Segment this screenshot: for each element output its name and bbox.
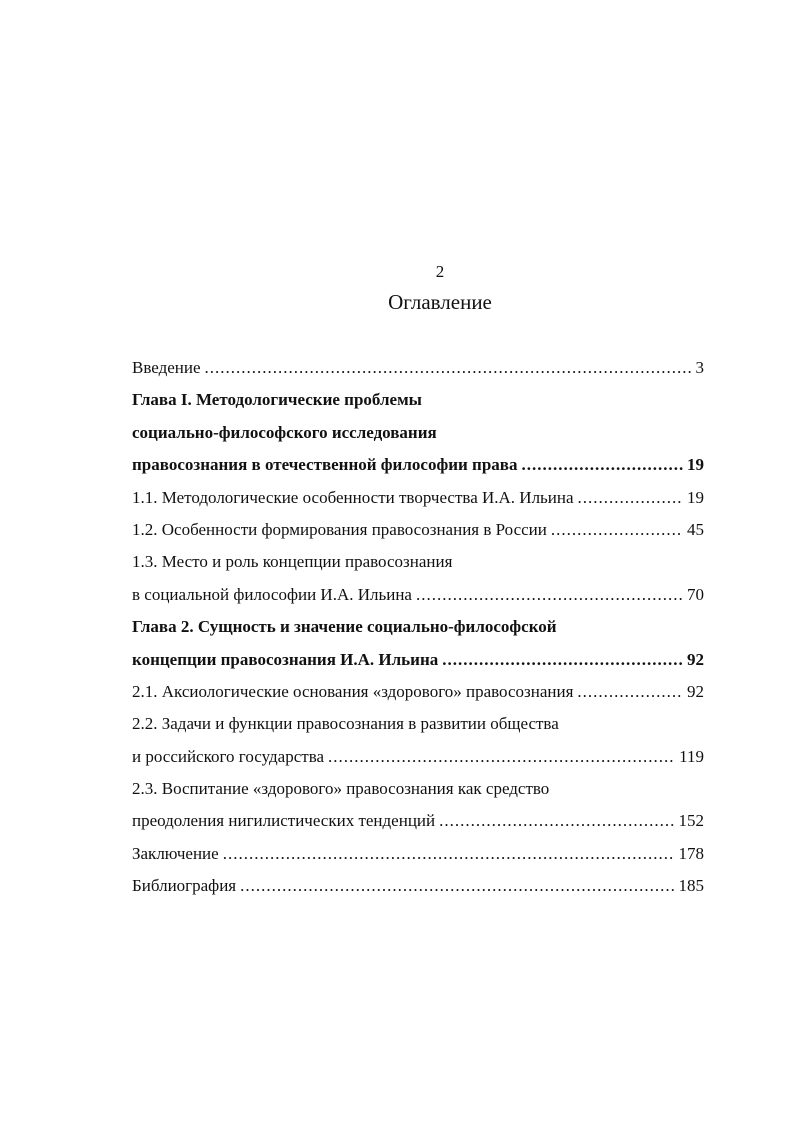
toc-entry [132,644,704,676]
toc-entry [132,482,704,514]
toc-entry [132,870,704,902]
toc-entry [132,417,704,449]
toc-entry [132,805,704,837]
dot-leader [439,805,674,837]
toc-entry [132,611,704,643]
toc-entry-label: преодоления нигилистических тенденций [132,811,436,831]
toc-entry [132,449,704,481]
toc-entry [132,384,704,416]
toc-entry-page: 178 [678,843,704,863]
page-number: 2 [435,262,445,281]
dot-leader [223,838,675,870]
toc-entry [132,741,704,773]
dot-leader [205,352,692,384]
toc-entry-label: Введение [132,358,201,377]
toc-entry-label: Глава 2. Сущность и значение социально-философской [132,617,557,637]
toc-entry-page: 3 [695,358,704,377]
toc-entry-page: 45 [687,519,704,539]
toc-entry-label: 1.3. Место и роль концепции правосознания [132,552,453,572]
toc-entry [132,546,704,578]
dot-leader [551,514,683,546]
toc-entry-label: Заключение [132,843,219,863]
dot-leader [328,741,675,773]
toc-entry-label: и российского государства [132,746,325,766]
toc-entry-page: 92 [687,649,704,669]
toc-entry-page: 119 [679,746,704,766]
dot-leader [442,644,683,676]
toc-entry-label: концепции правосознания И.А. Ильина [132,649,439,669]
toc-entry [132,838,704,870]
toc-entry [132,676,704,708]
dot-leader [521,449,683,481]
dot-leader [240,870,674,902]
toc-entry-label: 2.2. Задачи и функции правосознания в развитии общества [132,714,559,734]
toc-entry-label: Библиография [132,876,237,896]
toc-entry-label: социально-философского исследования [132,422,437,442]
toc-entry-page: 70 [687,584,704,604]
toc-entry-page: 19 [687,487,704,507]
toc-entry [132,773,704,805]
dot-leader [577,676,683,708]
page-title: Оглавление [388,290,492,314]
dot-leader [416,579,683,611]
toc-entry [132,514,704,546]
toc-entry-page: 19 [687,455,704,475]
toc-entry-label: Глава I. Методологические проблемы [132,390,422,410]
dot-leader [578,482,683,514]
toc-entry-label: 1.2. Особенности формирования правосознания в России [132,519,547,539]
toc-entry-page: 185 [678,876,704,896]
toc-entry [132,352,704,384]
toc-entry-page: 92 [687,681,704,701]
toc-entry-label: 2.3. Воспитание «здорового» правосознания как средство [132,779,550,799]
toc-entry-label: 1.1. Методологические особенности творчества И.А. Ильина [132,487,574,507]
toc-entry-label: 2.1. Аксиологические основания «здорового» правосознания [132,681,574,701]
toc-entry-label: правосознания в отечественной философии права [132,455,518,475]
toc-entry [132,708,704,740]
toc-entry [132,579,704,611]
toc-entry-page: 152 [678,811,704,831]
toc-entry-label: в социальной философии И.А. Ильина [132,584,412,604]
table-of-contents [132,352,704,903]
